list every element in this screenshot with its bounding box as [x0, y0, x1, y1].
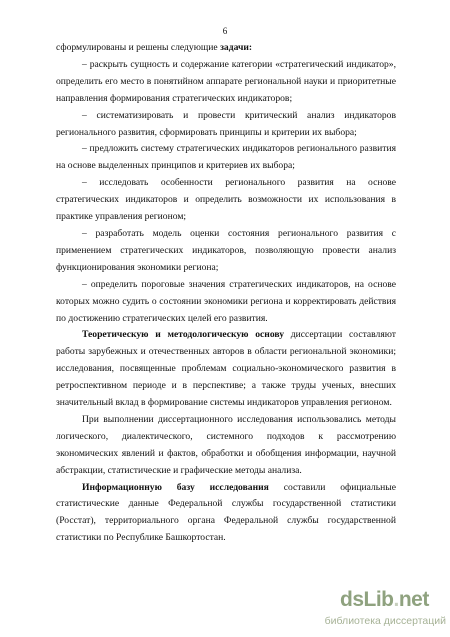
methodology-bold: Теоретическую и методологическую основу — [82, 329, 285, 341]
task-item: – предложить систему стратегических индикаторов регионального развития на основе выделенных принципов и критериев их выбора; — [56, 143, 396, 172]
task-item: – исследовать особенности регионального развития на основе стратегических индикаторов и определить возможности их использования в практике управления регионом; — [56, 177, 396, 223]
methodology-text: диссертации составляют работы зарубежных и отечественных авторов в области региональной экономики; исследования, посвященные проблемам социально-экономического развития в ретроспективном периоде и в перспективе; а также труды ученых, внесших значительный вклад в формирование системы индикаторов управления регионом. — [56, 329, 396, 409]
watermark-logo-main: dsLib — [340, 588, 394, 611]
watermark-logo — [340, 588, 429, 612]
methodology-paragraph — [56, 327, 396, 412]
intro-paragraph — [56, 40, 396, 57]
page-number: 6 — [222, 26, 228, 36]
intro-text: сформулированы и решены следующие — [56, 42, 221, 53]
info-base-text: составили официальные статистические данные Федеральной службы государственной статистики (Росстат), территориального органа Федеральной службы государственной статистики по Республике Башкортостан. — [56, 481, 396, 544]
methods-paragraph: При выполнении диссертационного исследования использовались методы логического, диалектического, системного подходов к рассмотрению экономических явлений и фактов, обработки и обобщения информации, научной абстракции, статистические и графические методы анализа. — [56, 413, 396, 476]
task-item: – определить пороговые значения стратегических индикаторов, на основе которых можно судить о состоянии экономики региона и корректировать действия по достижению стратегических целей его развития. — [56, 278, 396, 324]
watermark-logo-dot: . — [393, 588, 399, 611]
task-item: – разработать модель оценки состояния регионального развития с применением стратегических индикаторов, позволяющую провести анализ функционирования экономики региона; — [56, 227, 396, 273]
task-item: – систематизировать и провести критический анализ индикаторов регионального развития, сформировать принципы и критерии их выбора; — [56, 109, 396, 138]
info-base-paragraph — [56, 480, 396, 548]
watermark-subtitle: библиотека диссертаций — [324, 615, 446, 627]
document-body — [56, 40, 396, 547]
dslib-watermark — [296, 588, 446, 634]
task-item: – раскрыть сущность и содержание категории «стратегический индикатор», определить его место в понятийном аппарате региональной науки и приоритетные направления формирования стратегических индикаторов; — [56, 58, 396, 104]
intro-bold: задачи: — [220, 42, 253, 53]
watermark-logo-tld: net — [398, 588, 429, 611]
info-base-bold: Информационную базу исследования — [82, 481, 269, 493]
